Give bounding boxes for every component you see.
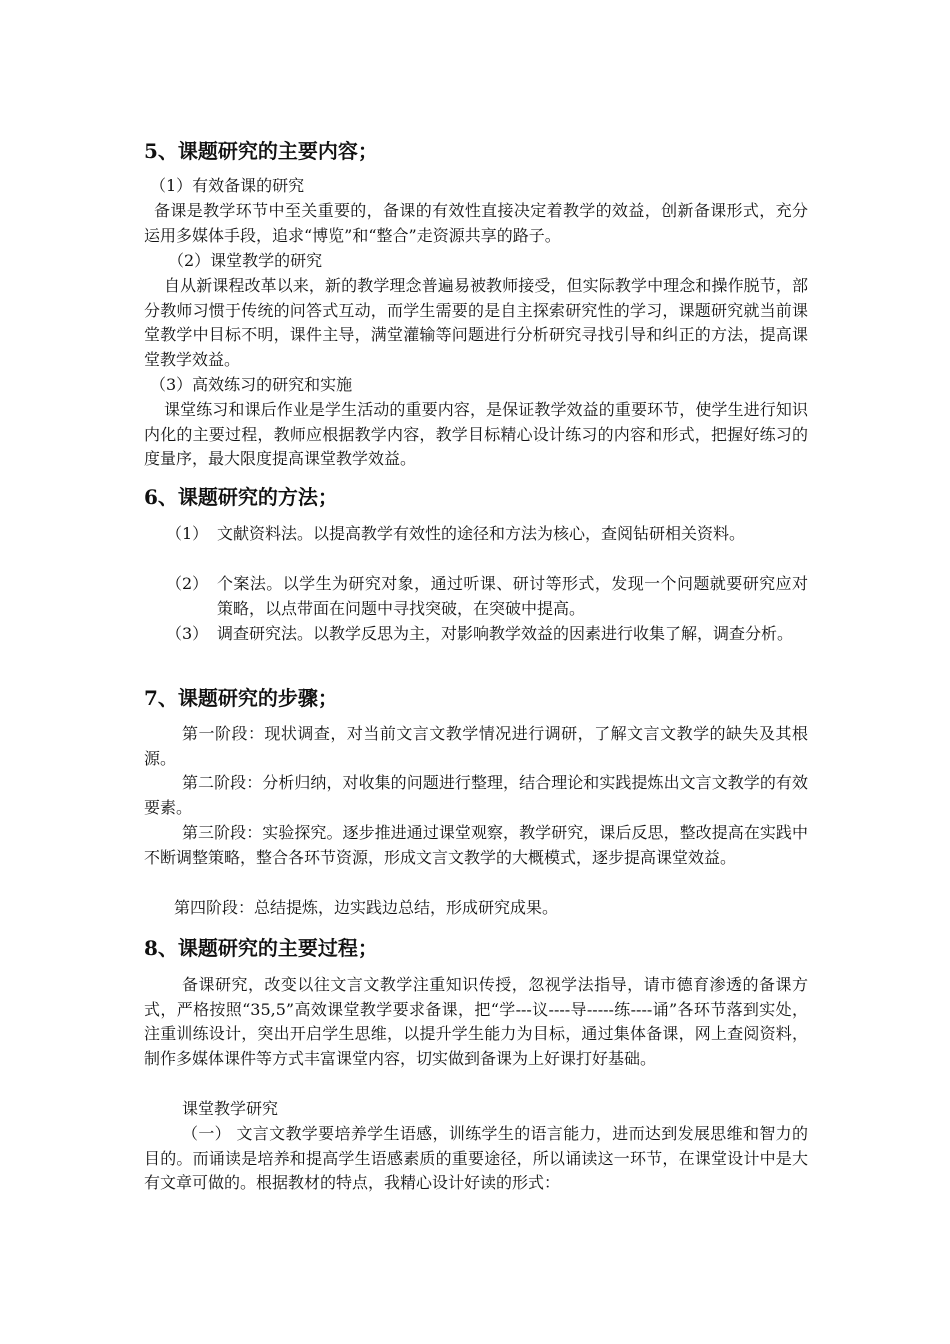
section5-subheading-3: （3）高效练习的研究和实施 [150, 375, 353, 394]
method-item-text: 调查研究法。以教学反思为主，对影响教学效益的因素进行收集了解，调查分析。 [217, 624, 794, 643]
section5-subheading-1: （1）有效备课的研究 [150, 176, 305, 195]
method-item-number: （2） [166, 574, 209, 593]
section6-heading: 6、课题研究的方法； [144, 485, 338, 509]
section5-heading: 5、课题研究的主要内容； [144, 139, 378, 163]
method-item-number: （3） [166, 624, 209, 643]
stage-4: 第四阶段：总结提炼，边实践边总结，形成研究成果。 [174, 898, 559, 917]
method-item-text: 个案法。以学生为研究对象，通过听课、研讨等形式，发现一个问题就要研究应对策略，以点带面在问题中寻找突破，在突破中提高。 [217, 574, 808, 618]
method-item [144, 522, 808, 547]
method-item-number: （1） [166, 524, 209, 543]
section8-paragraph-2: （一） 文言文教学要培养学生语感，训练学生的语言能力，进而达到发展思维和智力的目的。而诵读是培养和提高学生语感素质的重要途径，所以诵读这一环节，在课堂设计中是大有文章可做的。根据教材的特点，我精心设计好读的形式： [144, 1124, 808, 1192]
stage-1: 第一阶段：现状调查，对当前文言文教学情况进行调研，了解文言文教学的缺失及其根源。 [144, 724, 808, 768]
method-item [144, 572, 808, 621]
stage-3: 第三阶段：实验探究。逐步推进通过课堂观察，教学研究，课后反思，整改提高在实践中不断调整策略，整合各环节资源，形成文言文教学的大概模式，逐步提高课堂效益。 [144, 823, 808, 867]
section8-heading: 8、课题研究的主要过程； [144, 936, 378, 960]
method-item [144, 622, 808, 647]
section5-subheading-2: （2）课堂教学的研究 [168, 251, 323, 270]
method-item-text: 文献资料法。以提高教学有效性的途径和方法为核心，查阅钻研相关资料。 [217, 524, 746, 543]
stage-2: 第二阶段：分析归纳，对收集的问题进行整理，结合理论和实践提炼出文言文教学的有效要素。 [144, 773, 808, 817]
section8-subheading: 课堂教学研究 [182, 1099, 279, 1118]
section8-paragraph-1: 备课研究，改变以往文言文教学注重知识传授，忽视学法指导，请市德育渗透的备课方式，严格按照“35,5”高效课堂教学要求备课，把“学---议----导-----练----诵”各环节落到实处，注重训练设计，突出开启学生思维，以提升学生能力为目标，通过集体备课，网上查阅资料，制作多媒体课件等方式丰富课堂内容，切实做到备课为上好课打好基础。 [144, 975, 808, 1068]
section5-paragraph-2: 自从新课程改革以来，新的教学理念普遍易被教师接受，但实际教学中理念和操作脱节，部分教师习惯于传统的问答式互动，而学生需要的是自主探索研究性的学习，课题研究就当前课堂教学中目标不明，课件主导，满堂灌输等问题进行分析研究寻找引导和纠正的方法，提高课堂教学效益。 [144, 276, 808, 369]
section5-paragraph-1: 备课是教学环节中至关重要的，备课的有效性直接决定着教学的效益，创新备课形式，充分运用多媒体手段，追求“博览”和“整合”走资源共享的路子。 [144, 201, 808, 245]
section7-heading: 7、课题研究的步骤； [144, 686, 338, 710]
section5-paragraph-3: 课堂练习和课后作业是学生活动的重要内容，是保证教学效益的重要环节，使学生进行知识内化的主要过程，教师应根据教学内容，教学目标精心设计练习的内容和形式，把握好练习的度量序，最大限度提高课堂教学效益。 [144, 400, 808, 468]
